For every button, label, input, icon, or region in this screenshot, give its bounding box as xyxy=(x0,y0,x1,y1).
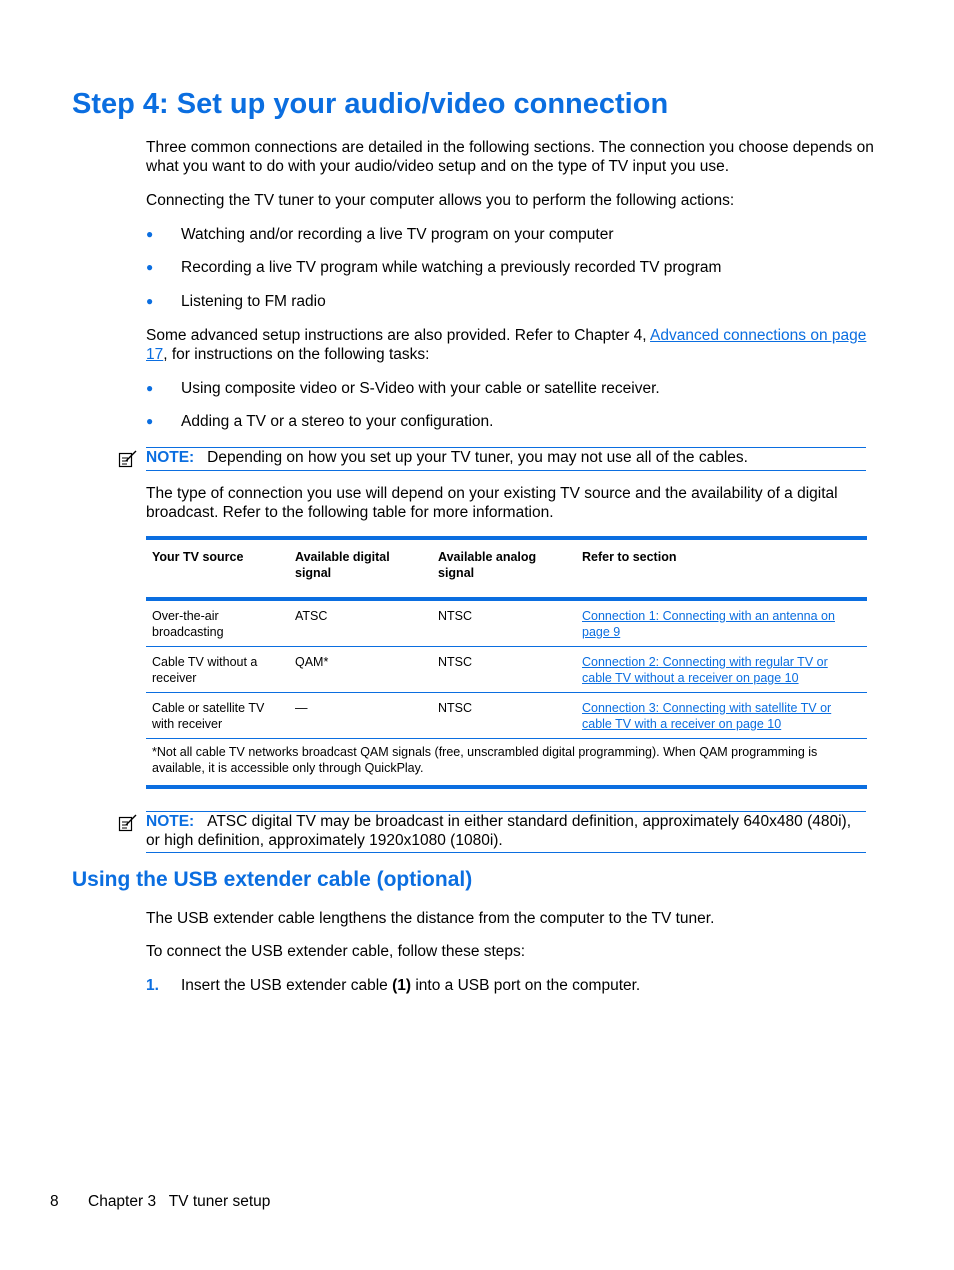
table-cell: Cable or satellite TV with receiver xyxy=(146,693,289,739)
section-link[interactable]: Connection 3: Connecting with satellite TV or cable TV with a receiver on page 10 xyxy=(582,701,832,731)
table-row xyxy=(146,693,867,739)
table-cell: Cable TV without a receiver xyxy=(146,647,289,693)
actions-intro: Connecting the TV tuner to your computer allows you to perform the following actions: xyxy=(146,192,735,209)
advanced-paragraph: Some advanced setup instructions are also provided. Refer to Chapter 4, Advanced connections on page 17, for instructions on the following tasks: xyxy=(146,327,867,363)
page-title: Step 4: Set up your audio/video connection xyxy=(72,88,669,120)
table-header-row xyxy=(146,538,867,599)
table-footnote-row xyxy=(146,739,867,788)
table-cell: Over-the-air broadcasting xyxy=(146,599,289,647)
bullet-icon: ● xyxy=(146,294,154,308)
connection-type-paragraph: The type of connection you use will depend on your existing TV source and the availability of a digital broadcast. Refer to the following table for more information. xyxy=(146,485,838,521)
table-cell: QAM* xyxy=(289,647,432,693)
table-cell xyxy=(576,599,867,647)
table-footnote: *Not all cable TV networks broadcast QAM signals (free, unscrambled digital programming). When QAM programming is available, it is accessible only through QuickPlay. xyxy=(146,739,867,788)
bullet-icon: ● xyxy=(146,260,154,274)
section-link[interactable]: Connection 2: Connecting with regular TV or cable TV without a receiver on page 10 xyxy=(582,655,828,685)
table-row xyxy=(146,647,867,693)
table-cell: NTSC xyxy=(432,599,576,647)
page-number: 8 xyxy=(50,1193,59,1210)
section-heading: Using the USB extender cable (optional) xyxy=(72,868,473,891)
table-cell xyxy=(576,693,867,739)
intro-paragraph: Three common connections are detailed in the following sections. The connection you choose depends on what you want to do with your audio/video setup and on the type of TV input you use. xyxy=(146,139,874,175)
table-cell: ATSC xyxy=(289,599,432,647)
table-cell: — xyxy=(289,693,432,739)
bullet-icon: ● xyxy=(146,414,154,428)
step-text: Insert the USB extender cable (1) into a USB port on the computer. xyxy=(181,977,641,994)
column-header: Available digital signal xyxy=(289,538,432,599)
note-box: NOTE: ATSC digital TV may be broadcast in either standard definition, approximately 640x480 (480i), or high definition, approximately 1920x1080 (1080i). xyxy=(146,811,866,853)
note-label: NOTE: xyxy=(146,813,195,830)
note-label: NOTE: xyxy=(146,449,195,466)
column-header: Your TV source xyxy=(146,538,289,599)
advanced-connections-link[interactable]: Advanced connections on page 17 xyxy=(146,327,867,363)
usb-steps-intro: To connect the USB extender cable, follow these steps: xyxy=(146,943,526,960)
table-cell: NTSC xyxy=(432,693,576,739)
table-row xyxy=(146,599,867,647)
step-number: 1. xyxy=(146,977,159,994)
section-link[interactable]: Connection 1: Connecting with an antenna on page 9 xyxy=(582,609,835,639)
table-cell: NTSC xyxy=(432,647,576,693)
footer-chapter: Chapter 3 TV tuner setup xyxy=(88,1193,271,1210)
bullet-icon: ● xyxy=(146,227,154,241)
column-header: Refer to section xyxy=(576,538,867,599)
note-box: NOTE: Depending on how you set up your TV tuner, you may not use all of the cables. xyxy=(146,447,866,471)
note-icon xyxy=(118,813,138,833)
tv-source-table xyxy=(146,536,867,789)
note-icon xyxy=(118,449,138,469)
usb-intro: The USB extender cable lengthens the distance from the computer to the TV tuner. xyxy=(146,910,715,927)
bullet-icon: ● xyxy=(146,381,154,395)
table-cell xyxy=(576,647,867,693)
column-header: Available analog signal xyxy=(432,538,576,599)
